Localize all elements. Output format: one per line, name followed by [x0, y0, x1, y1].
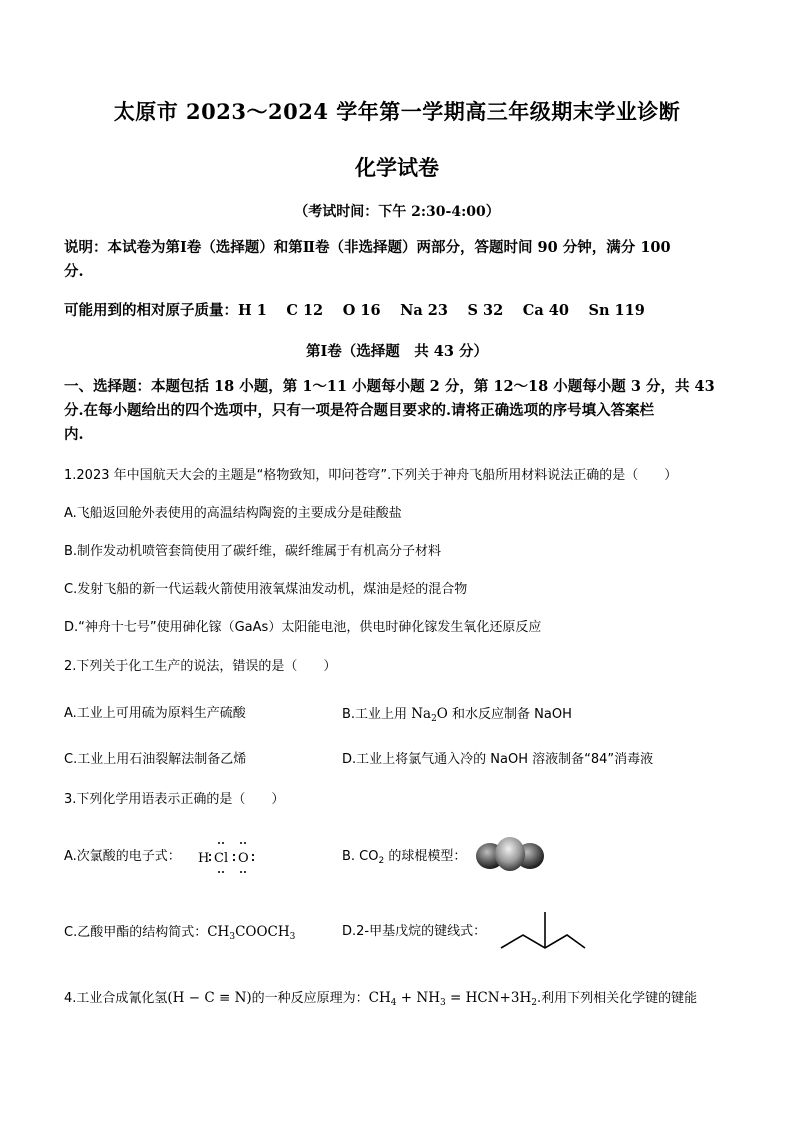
section1-title: 第Ⅰ卷（选择题 共 43 分）	[305, 343, 489, 360]
q1-option-d: D.“神舟十七号”使用砷化镓（GaAs）太阳能电池，供电时砷化镓发生氧化还原反应	[64, 620, 542, 635]
exam-title: 太原市 2023～2024 学年第一学期高三年级期末学业诊断	[113, 99, 681, 124]
q3-option-b: B. $CO_2$ 的球棍模型：	[342, 849, 467, 866]
atomic-masses: 可能用到的相对原子质量：H 1 C 12 O 16 Na 23 S 32 Ca 40 Sn 119	[64, 302, 645, 319]
q3-option-c: C.乙酸甲酯的结构简式：$CH_3COOCH_3$	[64, 924, 296, 942]
q3-option-a-label: A.次氯酸的电子式：	[64, 849, 181, 864]
instructions-line2: 分.	[64, 263, 84, 280]
q1-stem: 1.2023 年中国航天大会的主题是“格物致知，叩问苍穹”.下列关于神舟飞船所用材料说法正确的是（ ）	[64, 468, 678, 483]
electron-formula-cl: Cl	[214, 851, 229, 866]
section1-intro	[64, 375, 730, 447]
q3-option-a	[64, 847, 181, 867]
electron-formula-o: O	[238, 851, 249, 866]
q3-stem: 3.下列化学用语表示正确的是（ ）	[64, 792, 285, 807]
q3-option-d: D.2-甲基戊烷的键线式：	[342, 924, 487, 939]
q2-option-a: A.工业上可用硫为原料生产硫酸	[64, 706, 246, 721]
instructions	[64, 236, 730, 284]
q4-stem: 4.工业合成氰化氢(H − C ≡ N)的一种反应原理为：$CH_4 + NH_3 = HCN+3H_2$.利用下列相关化学键的键能	[64, 990, 698, 1008]
co2-ball-stick-model	[474, 834, 546, 876]
electron-formula-h: H	[198, 851, 210, 866]
q1-option-b: B.制作发动机喷管套筒使用了碳纤维，碳纤维属于有机高分子材料	[64, 544, 442, 559]
methylpentane-skeletal-formula	[498, 908, 588, 954]
section1-intro-line1: 一、选择题：本题包括 18 小题，第 1～11 小题每小题 2 分，第 12～18 小题每小题 3 分，共 43	[64, 378, 715, 395]
q2-stem: 2.下列关于化工生产的说法，错误的是（ ）	[64, 659, 337, 674]
hypochlorous-electron-formula	[196, 838, 262, 876]
section1-intro-line2: 分.在每小题给出的四个选项中，只有一项是符合题目要求的.请将正确选项的序号填入答案栏	[64, 402, 655, 419]
q2-option-d: D.工业上将氯气通入冷的 NaOH 溶液制备“84”消毒液	[342, 752, 654, 767]
instructions-line1: 说明：本试卷为第Ⅰ卷（选择题）和第Ⅱ卷（非选择题）两部分，答题时间 90 分钟，满分 100	[64, 239, 671, 256]
exam-time: （考试时间：下午 2:30-4:00）	[294, 204, 500, 220]
q2-option-c: C.工业上用石油裂解法制备乙烯	[64, 752, 247, 767]
exam-subject: 化学试卷	[355, 155, 439, 180]
q2-option-b: B.工业上用 $Na_2O$ 和水反应制备 NaOH	[342, 706, 572, 724]
q1-option-c: C.发射飞船的新一代运载火箭使用液氧煤油发动机，煤油是烃的混合物	[64, 582, 468, 597]
q1-option-a: A.飞船返回舱外表使用的高温结构陶瓷的主要成分是硅酸盐	[64, 506, 402, 521]
section1-intro-line3: 内.	[64, 426, 84, 443]
